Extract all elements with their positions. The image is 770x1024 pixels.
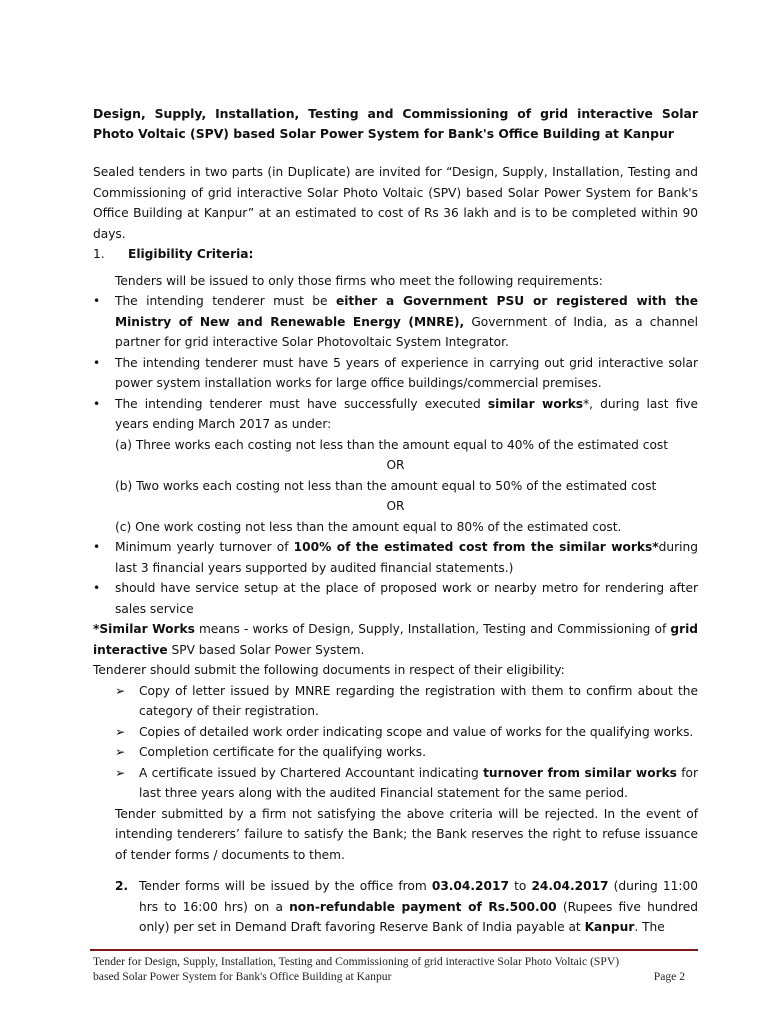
arrow-bullet-icon: ➢ — [115, 724, 126, 739]
option-c: (c) One work costing not less than the amount equal to 80% of the estimated cost. — [115, 519, 622, 534]
bullet-marker: • — [93, 355, 101, 370]
list-item: • The intending tenderer must have successfully executed similar works*, during last five years ending March 2017 as under: — [93, 394, 698, 435]
option-b: (b) Two works each costing not less than the amount equal to 50% of the estimated cost — [115, 478, 657, 493]
list-item: ➢ Copy of letter issued by MNRE regarding the registration with them to confirm about the category of their registration. — [93, 681, 698, 722]
list-item: • The intending tenderer must be either a Government PSU or registered with the Ministry of New and Renewable Energy (MNRE), Government of India, as a channel partner for grid interactive Solar Photovoltaic System Integrator. — [93, 291, 698, 353]
or-separator: OR — [386, 499, 405, 513]
arrow-bullet-icon: ➢ — [115, 745, 126, 759]
section-title: Eligibility Criteria: — [128, 247, 254, 261]
page-footer — [93, 954, 685, 984]
list-item: • should have service setup at the place of proposed work or nearby metro for rendering after sales service — [93, 578, 698, 619]
section-number: 1. — [93, 247, 105, 261]
arrow-bullet-icon: ➢ — [115, 765, 126, 780]
list-item: • Minimum yearly turnover of 100% of the estimated cost from the similar works*during last 3 financial years supported by audited financial statements.) — [93, 537, 698, 578]
similar-works-definition: *Similar Works means - works of Design, Supply, Installation, Testing and Commissioning of grid interactive SPV based Solar Power System. — [93, 622, 698, 657]
footer-text-line1: Tender for Design, Supply, Installation, Testing and Commissioning of grid interactive Solar Photo Voltaic (SPV) — [93, 955, 620, 968]
intro-paragraph: Sealed tenders in two parts (in Duplicate) are invited for “Design, Supply, Installation, Testing and Commissioning of grid interactive Solar Photo Voltaic (SPV) based Solar Power System for Bank's Office Building at Kanpur” at an estimated to cost of Rs 36 lakh and is to be completed within 90 days. — [93, 165, 698, 241]
arrow-bullet-icon: ➢ — [115, 683, 126, 698]
closing-paragraph: Tender submitted by a firm not satisfying the above criteria will be rejected. In the event of intending tenderers’ failure to satisfy the Bank; the Bank reserves the right to refuse issuance of tender forms / documents to them. — [115, 806, 698, 862]
option-a: (a) Three works each costing not less than the amount equal to 40% of the estimated cost — [115, 437, 669, 452]
bullet-marker: • — [93, 396, 101, 411]
list-item: ➢ Completion certificate for the qualifying works. — [93, 742, 698, 763]
documents-lead: Tenderer should submit the following documents in respect of their eligibility: — [93, 663, 565, 677]
footer-text-line2: based Solar Power System for Bank's Office Building at Kanpur — [93, 970, 392, 983]
section-number: 2. — [115, 879, 129, 893]
section-1-heading — [93, 244, 698, 265]
bullet-marker: • — [93, 581, 101, 595]
footer-divider — [90, 949, 698, 951]
bullet-marker: • — [93, 294, 101, 308]
list-item: ➢ Copies of detailed work order indicating scope and value of works for the qualifying works. — [93, 722, 698, 743]
list-item: ➢ A certificate issued by Chartered Accountant indicating turnover from similar works for last three years along with the audited Financial statement for the same period. — [93, 763, 698, 804]
or-separator: OR — [386, 458, 405, 472]
section-2-paragraph: 2. Tender forms will be issued by the office from 03.04.2017 to 24.04.2017 (during 11:00 hrs to 16:00 hrs) on a non-refundable payment of Rs.500.00 (Rupees five hundred only) per set in Demand Draft favoring Reserve Bank of India payable at Kanpur. The — [93, 876, 698, 938]
document-body — [93, 104, 698, 938]
eligibility-lead: Tenders will be issued to only those firms who meet the following requirements: — [115, 273, 603, 288]
list-item: • The intending tenderer must have 5 years of experience in carrying out grid interactive solar power system installation works for large office buildings/commercial premises. — [93, 353, 698, 394]
bullet-marker: • — [93, 540, 101, 554]
page-number: Page 2 — [653, 970, 685, 983]
document-title: Design, Supply, Installation, Testing and Commissioning of grid interactive Solar Photo Voltaic (SPV) based Solar Power System for Bank's Office Building at Kanpur — [93, 106, 698, 141]
